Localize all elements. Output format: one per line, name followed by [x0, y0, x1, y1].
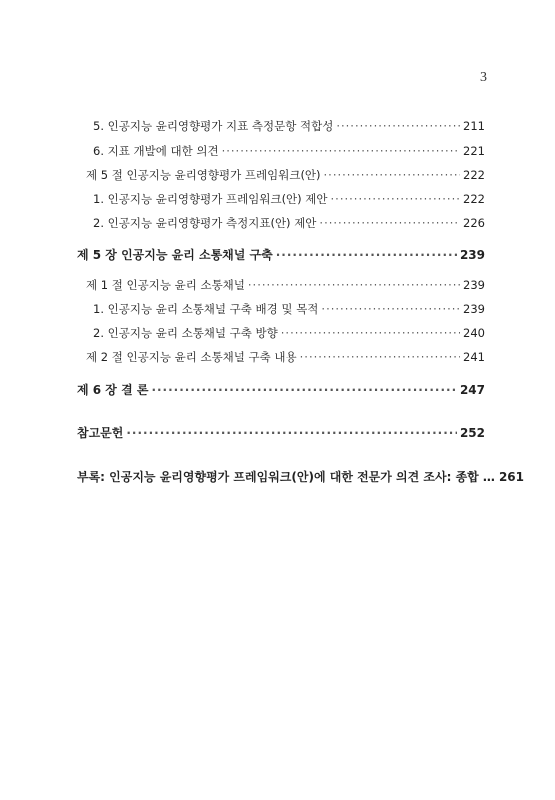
leader-dots — [331, 192, 461, 206]
toc-entry[interactable] — [77, 246, 485, 263]
leader-dots — [319, 216, 460, 230]
toc-entry-page: 247 — [459, 383, 485, 397]
toc-entry[interactable] — [93, 191, 485, 207]
toc-entry-title: 제 5 절 인공지능 윤리영향평가 프레임워크(안) — [86, 168, 321, 182]
toc-entry[interactable] — [86, 349, 485, 365]
leader-dots — [336, 119, 460, 133]
toc-entry-page: 240 — [463, 326, 485, 340]
toc-entry[interactable] — [77, 468, 524, 485]
toc-entry[interactable] — [93, 301, 485, 317]
toc-entry-title: 1. 인공지능 윤리영향평가 프레임워크(안) 제안 — [93, 192, 328, 206]
toc-entry-page: 222 — [463, 192, 485, 206]
toc-entry[interactable] — [93, 143, 485, 159]
leader-dots — [321, 302, 460, 316]
page-number: 3 — [480, 70, 487, 85]
toc-entry-title: 제 1 절 인공지능 윤리 소통채널 — [86, 278, 245, 292]
toc-entry-page: 252 — [459, 426, 485, 440]
toc-entry-title: 부록: 인공지능 윤리영향평가 프레임워크(안)에 대한 전문가 의견 조사: 종합 … — [77, 470, 495, 484]
toc-entry[interactable] — [77, 381, 485, 398]
toc-entry-title: 2. 인공지능 윤리영향평가 측정지표(안) 제안 — [93, 216, 317, 230]
toc-entry[interactable] — [77, 424, 485, 441]
toc-entry-page: 239 — [463, 278, 485, 292]
leader-dots — [281, 326, 460, 340]
leader-dots — [324, 168, 461, 182]
toc-entry-title: 제 2 절 인공지능 윤리 소통채널 구축 내용 — [86, 350, 297, 364]
toc-entry-title: 제 5 장 인공지능 윤리 소통채널 구축 — [77, 248, 273, 262]
toc-entry-title: 제 6 장 결 론 — [77, 383, 149, 397]
toc-entry-page: 226 — [463, 216, 485, 230]
toc-entry-page: 221 — [463, 144, 485, 158]
leader-dots — [248, 278, 460, 292]
toc-entry-title: 2. 인공지능 윤리 소통채널 구축 방향 — [93, 326, 278, 340]
leader-dots — [126, 426, 457, 440]
leader-dots — [151, 383, 457, 397]
leader-dots — [276, 248, 457, 262]
toc-entry-page: 239 — [463, 302, 485, 316]
toc-entry[interactable] — [86, 277, 485, 293]
toc-entry-title: 6. 지표 개발에 대한 의견 — [93, 144, 219, 158]
toc-entry[interactable] — [93, 118, 485, 134]
toc-entry-page: 241 — [463, 350, 485, 364]
toc-entry[interactable] — [93, 325, 485, 341]
toc-entry[interactable] — [93, 215, 485, 231]
toc-entry-page: 261 — [498, 470, 524, 484]
toc-entry-page: 239 — [459, 248, 485, 262]
leader-dots — [222, 144, 460, 158]
toc-entry-title: 참고문헌 — [77, 426, 124, 440]
toc-entry-title: 5. 인공지능 윤리영향평가 지표 측정문항 적합성 — [93, 119, 334, 133]
leader-dots — [300, 350, 460, 364]
toc-entry-page: 211 — [463, 119, 485, 133]
toc-entry[interactable] — [86, 167, 485, 183]
toc-entry-page: 222 — [463, 168, 485, 182]
toc-entry-title: 1. 인공지능 윤리 소통채널 구축 배경 및 목적 — [93, 302, 319, 316]
